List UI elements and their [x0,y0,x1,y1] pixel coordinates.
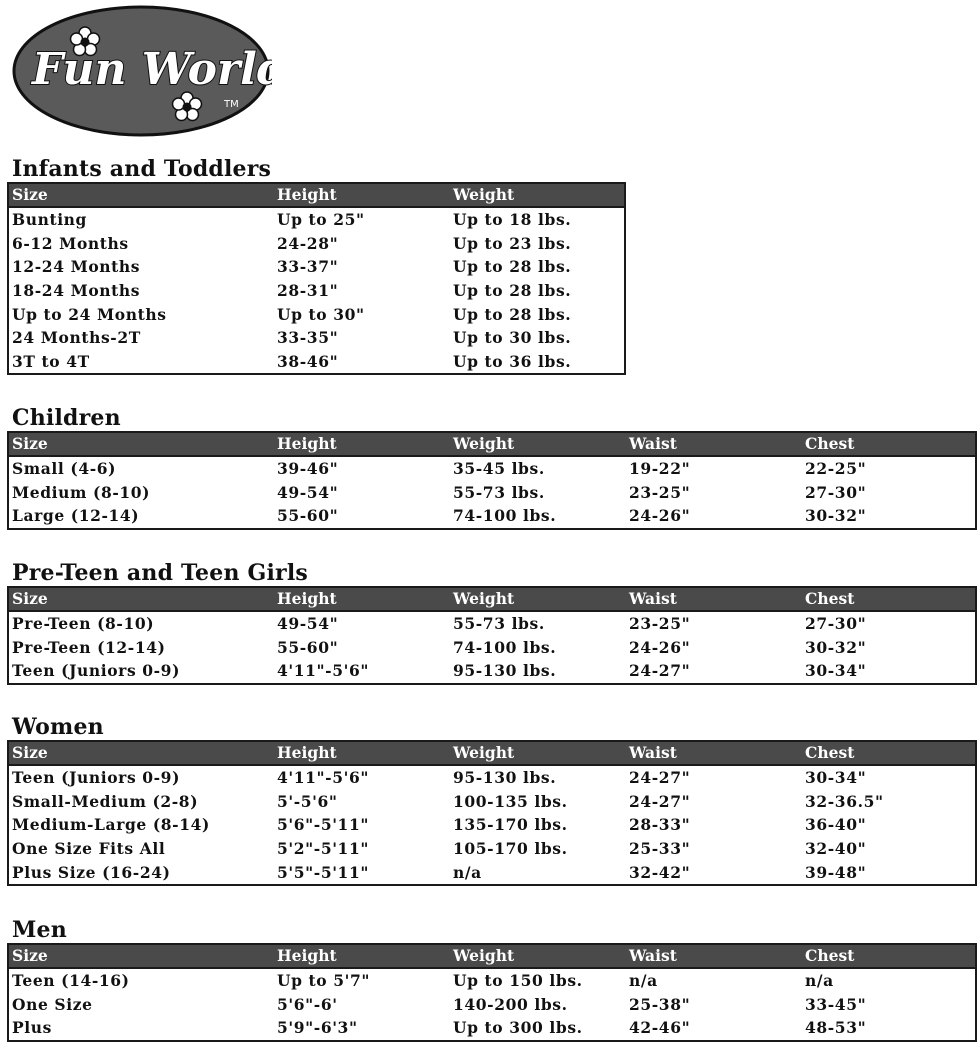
cell: 33-37" [277,257,339,277]
cell: 48-53" [805,1018,867,1038]
cell: 4'11"-5'6" [277,768,369,788]
cell: Pre-Teen (8-10) [12,614,155,634]
table-row [8,1016,976,1041]
cell: Up to 24 Months [12,304,167,324]
cell: n/a [805,971,834,991]
cell: 28-33" [629,815,691,835]
cell: 23-25" [629,482,691,502]
cell: Up to 300 lbs. [453,1018,583,1038]
table-row [8,326,625,350]
table-row [8,611,976,636]
cell: 95-130 lbs. [453,768,557,788]
cell: Plus Size (16-24) [12,862,171,882]
cell: n/a [629,971,658,991]
cell: 27-30" [805,482,867,502]
cell: 100-135 lbs. [453,791,568,811]
logo-wordmark: Fun World [32,44,272,95]
cell: 42-46" [629,1018,691,1038]
table-row [8,659,976,684]
size-table [7,943,977,1042]
column-header: Size [8,944,274,968]
column-header: Waist [626,587,802,611]
cell: Large (12-14) [12,506,140,526]
cell: 5'6"-5'11" [277,815,369,835]
cell: Medium (8-10) [12,482,151,502]
cell: 35-45 lbs. [453,459,545,479]
table-row [8,837,976,861]
cell: 5'9"-6'3" [277,1018,358,1038]
column-header: Height [274,183,450,207]
table-row [8,456,976,481]
cell: 74-100 lbs. [453,637,557,657]
table-header-row [8,587,976,611]
cell: Plus [12,1018,52,1038]
section-preteen-teen-girls [7,560,977,685]
cell: 24-28" [277,233,339,253]
cell: 55-60" [277,506,339,526]
cell: 32-36.5" [805,791,884,811]
cell: 38-46" [277,351,339,371]
section-infants-toddlers [7,156,626,375]
cell: 27-30" [805,614,867,634]
table-row [8,279,625,303]
cell: Small-Medium (2-8) [12,791,199,811]
cell: 24-26" [629,506,691,526]
section-children [7,405,977,530]
cell: 18-24 Months [12,281,141,301]
cell: 23-25" [629,614,691,634]
cell: 55-73 lbs. [453,482,545,502]
cell: Teen (Juniors 0-9) [12,661,181,681]
column-header: Chest [802,432,976,456]
cell: Up to 36 lbs. [453,351,572,371]
table-row [8,481,976,505]
cell: 24-27" [629,661,691,681]
cell: 36-40" [805,815,867,835]
cell: 19-22" [629,459,691,479]
cell: One Size Fits All [12,839,166,859]
cell: 25-33" [629,839,691,859]
section-title: Men [12,917,67,943]
cell: Up to 5'7" [277,971,371,991]
column-header: Waist [626,944,802,968]
section-title: Women [12,714,104,740]
column-header: Weight [450,432,626,456]
table-row [8,504,976,529]
cell: 6-12 Months [12,233,129,253]
cell: 95-130 lbs. [453,661,557,681]
cell: 39-48" [805,862,867,882]
column-header: Weight [450,944,626,968]
size-table [7,182,626,375]
fun-world-logo [12,4,272,138]
cell: 5'6"-6' [277,994,338,1014]
cell: 3T to 4T [12,351,90,371]
section-title: Infants and Toddlers [12,156,272,182]
cell: 30-34" [805,768,867,788]
table-header-row [8,741,976,765]
section-women [7,714,977,886]
cell: Up to 18 lbs. [453,210,572,230]
column-header: Height [274,587,450,611]
cell: Up to 150 lbs. [453,971,583,991]
table-row [8,207,625,232]
cell: Teen (Juniors 0-9) [12,768,181,788]
cell: 24 Months-2T [12,328,141,348]
cell: Small (4-6) [12,459,117,479]
cell: Up to 23 lbs. [453,233,572,253]
cell: 24-27" [629,768,691,788]
table-row [8,790,976,814]
cell: 24-27" [629,791,691,811]
cell: 33-45" [805,994,867,1014]
cell: 5'2"-5'11" [277,839,369,859]
column-header: Weight [450,183,625,207]
cell: Bunting [12,210,87,230]
trademark-mark: TM [224,99,239,110]
cell: Up to 30" [277,304,365,324]
column-header: Waist [626,741,802,765]
cell: 5'5"-5'11" [277,862,369,882]
cell: 49-54" [277,614,339,634]
cell: 32-42" [629,862,691,882]
cell: 12-24 Months [12,257,141,277]
cell: 28-31" [277,281,339,301]
column-header: Height [274,432,450,456]
column-header: Size [8,432,274,456]
cell: 30-32" [805,506,867,526]
cell: 30-34" [805,661,867,681]
table-row [8,350,625,375]
cell: Up to 28 lbs. [453,281,572,301]
cell: One Size [12,994,93,1014]
table-header-row [8,432,976,456]
cell: 49-54" [277,482,339,502]
table-row [8,765,976,790]
cell: 135-170 lbs. [453,815,568,835]
cell: n/a [453,862,482,882]
table-row [8,255,625,279]
cell: Medium-Large (8-14) [12,815,210,835]
table-row [8,636,976,660]
table-row [8,860,976,885]
section-men [7,917,977,1042]
size-table [7,586,977,685]
size-table [7,431,977,530]
column-header: Size [8,587,274,611]
cell: Pre-Teen (12-14) [12,637,166,657]
cell: 22-25" [805,459,867,479]
cell: Up to 25" [277,210,365,230]
table-row [8,993,976,1017]
table-row [8,232,625,256]
cell: Up to 28 lbs. [453,304,572,324]
column-header: Height [274,944,450,968]
cell: 25-38" [629,994,691,1014]
table-row [8,302,625,326]
section-title: Pre-Teen and Teen Girls [12,560,308,586]
column-header: Size [8,183,274,207]
cell: 39-46" [277,459,339,479]
cell: 105-170 lbs. [453,839,568,859]
cell: 5'-5'6" [277,791,338,811]
section-title: Children [12,405,121,431]
cell: Up to 30 lbs. [453,328,572,348]
cell: 55-60" [277,637,339,657]
column-header: Chest [802,741,976,765]
column-header: Waist [626,432,802,456]
column-header: Height [274,741,450,765]
cell: Teen (14-16) [12,971,130,991]
cell: 33-35" [277,328,339,348]
column-header: Weight [450,587,626,611]
cell: 32-40" [805,839,867,859]
size-table [7,740,977,886]
column-header: Size [8,741,274,765]
table-header-row [8,944,976,968]
cell: 30-32" [805,637,867,657]
cell: 4'11"-5'6" [277,661,369,681]
cell: 74-100 lbs. [453,506,557,526]
cell: 55-73 lbs. [453,614,545,634]
table-row [8,813,976,837]
cell: 24-26" [629,637,691,657]
table-row [8,968,976,993]
table-header-row [8,183,625,207]
logo-graphic [12,4,272,138]
column-header: Chest [802,944,976,968]
column-header: Weight [450,741,626,765]
cell: Up to 28 lbs. [453,257,572,277]
cell: 140-200 lbs. [453,994,568,1014]
column-header: Chest [802,587,976,611]
